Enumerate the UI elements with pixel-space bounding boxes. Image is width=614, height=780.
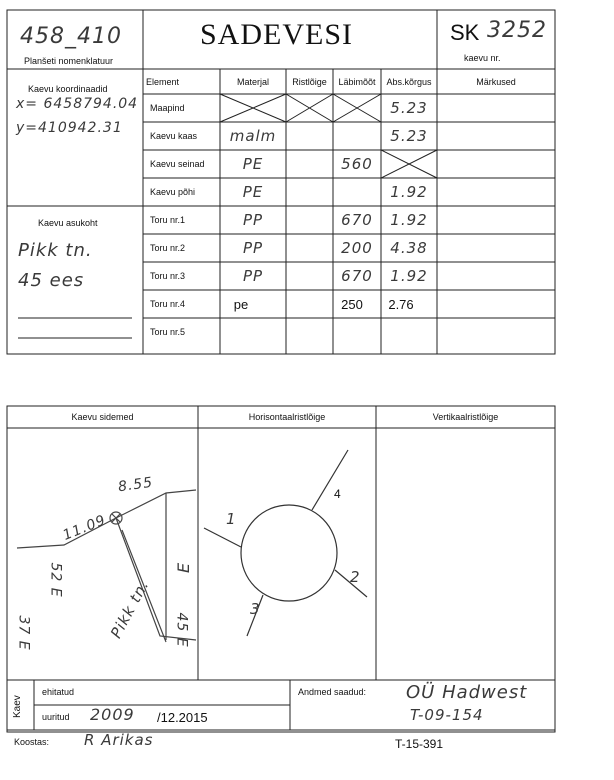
page-title: SADEVESI — [200, 18, 354, 51]
location-line1: Pikk tn. — [18, 240, 93, 261]
company-name: OÜ Hadwest — [406, 682, 528, 703]
row-height: 1.92 — [390, 267, 428, 285]
col-header-crosssection: Ristlõige — [292, 77, 327, 87]
pipe-label-4: 4 — [334, 487, 341, 501]
sk-number: 3252 — [487, 18, 547, 43]
compiler-signature: R Arikas — [84, 731, 154, 749]
row-element: Toru nr.2 — [150, 243, 186, 253]
sheet-label: Planšeti nomenklatuur — [24, 56, 114, 66]
coordinates-label: Kaevu koordinaadid — [28, 84, 108, 94]
row-element: Toru nr.4 — [150, 299, 186, 309]
row-element: Kaevu kaas — [150, 131, 198, 141]
sketch-dist-right: E — [174, 561, 194, 574]
row-height: 5.23 — [390, 127, 428, 145]
sketch-dist-e52: 52 E — [47, 562, 64, 598]
row-element: Kaevu põhi — [150, 187, 196, 197]
col-header-abs-height: Abs.kõrgus — [386, 77, 432, 87]
row-material: PP — [242, 239, 264, 257]
built-label: ehitatud — [42, 687, 75, 697]
row-height: 4.38 — [390, 239, 428, 257]
row-material: PP — [242, 211, 264, 229]
row-material: PP — [242, 267, 264, 285]
col-header-diameter: Läbimõõt — [338, 77, 376, 87]
row-element: Toru nr.1 — [150, 215, 186, 225]
col-header-notes: Märkused — [476, 77, 516, 87]
surveyed-date: /12.2015 — [157, 710, 208, 725]
doc-code: T-15-391 — [395, 737, 444, 751]
location-label: Kaevu asukoht — [38, 218, 98, 228]
row-height: 1.92 — [390, 211, 428, 229]
row-diameter: 250 — [341, 296, 363, 312]
sheet-number: 458_410 — [20, 24, 122, 49]
row-element: Toru nr.3 — [150, 271, 186, 281]
row-material: PE — [242, 155, 264, 173]
surveyed-value: 2009 — [90, 705, 135, 724]
data-from-label: Andmed saadud: — [298, 687, 367, 697]
sketch-dist-e37: 37 E — [15, 615, 32, 651]
row-material: pe — [233, 296, 249, 312]
sketch-dist-e45: 45 E — [173, 612, 190, 648]
compiled-label: Koostas: — [14, 737, 50, 747]
company-code: T-09-154 — [410, 706, 484, 724]
section-vertical-title: Vertikaalristlõige — [432, 412, 499, 422]
site-sketch — [17, 490, 196, 642]
coordinate-y: y=410942.31 — [16, 120, 123, 136]
location-line2: 45 ees — [18, 270, 85, 291]
row-material: PE — [242, 183, 264, 201]
row-height: 2.76 — [388, 296, 414, 312]
row-diameter: 200 — [341, 239, 373, 257]
row-height: 5.23 — [390, 99, 428, 117]
section-horizontal-title: Horisontaalristlõige — [248, 412, 326, 422]
col-header-element: Element — [146, 77, 180, 87]
sketch-street-label: Pikk tn. — [106, 576, 153, 642]
pipe-label-3: 3 — [250, 600, 261, 618]
sketch-dist-top: 8.55 — [117, 474, 155, 496]
sketch-dist-left: 11.09 — [60, 512, 109, 544]
surveyed-label: uuritud — [42, 712, 70, 722]
row-element: Kaevu seinad — [150, 159, 205, 169]
well-no-label: kaevu nr. — [464, 53, 501, 63]
row-material: malm — [229, 127, 277, 145]
well-horizontal-section — [204, 450, 367, 636]
row-diameter: 670 — [341, 267, 373, 285]
row-diameter: 670 — [341, 211, 373, 229]
col-header-material: Materjal — [236, 77, 269, 87]
row-height: 1.92 — [390, 183, 428, 201]
row-diameter: 560 — [341, 155, 373, 173]
pipe-label-1: 1 — [226, 510, 237, 528]
sk-prefix: SK — [450, 20, 480, 45]
coordinate-x: x= 6458794.04 — [16, 96, 139, 112]
pipe-label-2: 2 — [350, 568, 361, 586]
footer-side-label: Kaev — [12, 695, 23, 718]
row-element: Maapind — [150, 103, 185, 113]
row-element: Toru nr.5 — [150, 327, 186, 337]
section-links-title: Kaevu sidemed — [71, 412, 134, 422]
